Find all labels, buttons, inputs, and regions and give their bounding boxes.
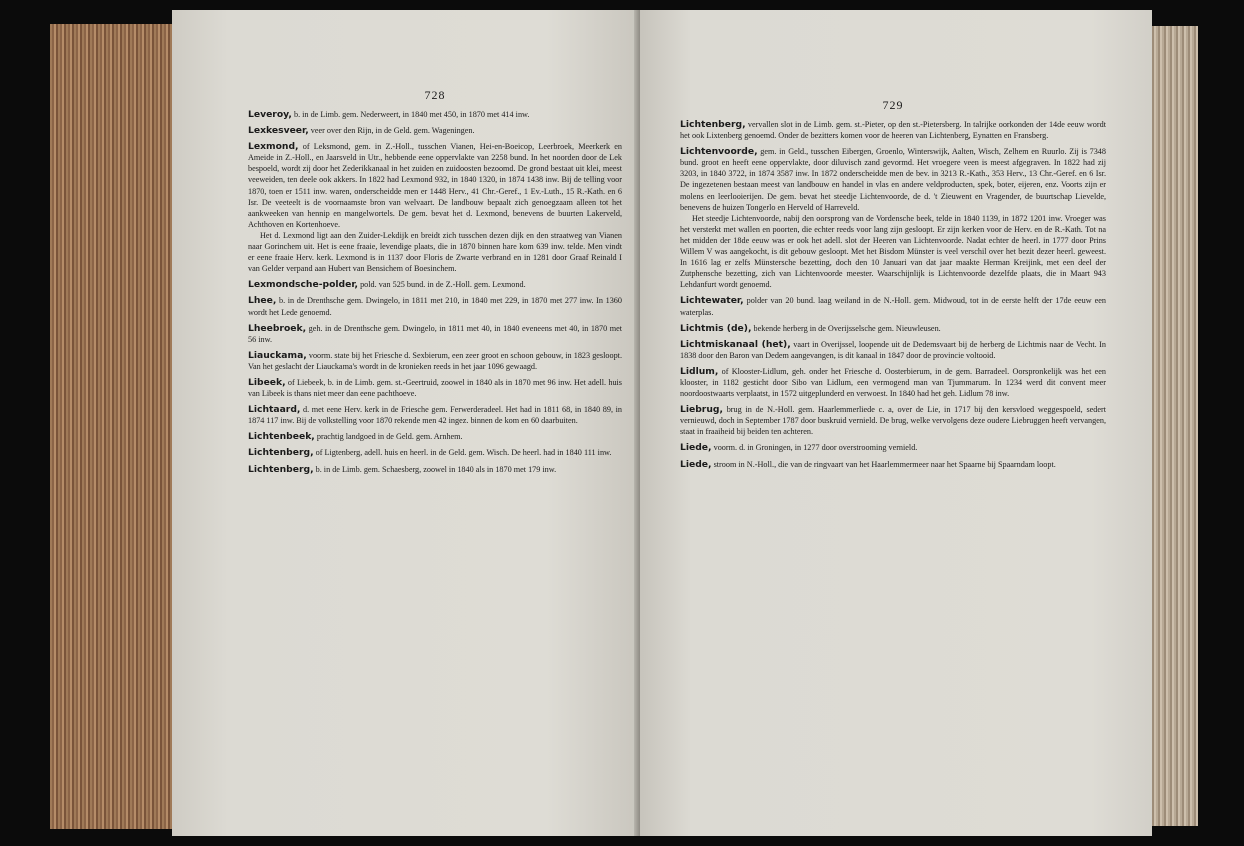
entry-term: Liebrug,	[680, 404, 723, 416]
entry-text: bekende herberg in de Overijsselsche gem. Nieuwleusen.	[751, 323, 941, 333]
dictionary-entry	[248, 295, 622, 317]
dictionary-entry	[248, 404, 622, 426]
entry-paragraph: Het d. Lexmond ligt aan den Zuider-Lekdijk en breidt zich tusschen dezen dijk en den straatweg van Vianen naar Gorinchem uit. Het is eene fraaie, levendige plaats, die in 1870 binnen hare kom 639 inw. telde. Men vindt er eene fraaie Herv. kerk. Lexmond is in 1137 door Floris de Zwarte verbrand en in 1281 door Graaf Reinald I van Gelder verpand aan Hubert van Bensichem of Boesinchem.	[248, 230, 622, 274]
dictionary-entry	[680, 323, 1106, 334]
entry-term: Lexmondsche-polder,	[248, 279, 359, 291]
book-edge-left	[50, 24, 180, 829]
entry-text: of Ligtenberg, adell. huis en heerl. in de Geld. gem. Wisch. De heerl. had in 1840 111 inw.	[313, 448, 612, 458]
entry-text: stroom in N.-Holl., die van de ringvaart van het Haarlemmermeer naar het Spaarne bij Spaarndam loopt.	[711, 459, 1056, 469]
entry-text: voorm. state bij het Friesche d. Sexbierum, een zeer groot en schoon gebouw, in 1823 gesloopt. Van het geslacht der Liauckama's wordt in de kronieken reeds in het jaar 1096 gewaagd.	[248, 350, 622, 371]
dictionary-entry	[248, 109, 622, 120]
entry-text: d. met eene Herv. kerk in de Friesche gem. Ferwerderadeel. Het had in 1811 68, in 1840 89, in 1874 117 inw. Bij de volkstelling voor 1870 rekende men 42 ingez. binnen de kom en 60 daarbuiten.	[248, 405, 622, 426]
entry-text: b. in de Limb. gem. Schaesberg, zoowel in 1840 als in 1870 met 179 inw.	[313, 464, 557, 474]
entry-term: Lheebroek,	[248, 322, 307, 334]
entry-text: voorm. d. in Groningen, in 1277 door overstrooming vernield.	[711, 443, 918, 453]
right-entries	[680, 119, 1106, 470]
dictionary-entry	[248, 447, 622, 458]
dictionary-entry	[248, 464, 622, 475]
entry-term: Liede,	[680, 442, 712, 454]
entry-text: pold. van 525 bund. in de Z.-Holl. gem. Lexmond.	[358, 280, 526, 290]
entry-term: Lhee,	[248, 295, 277, 307]
entry-term: Liede,	[680, 458, 712, 470]
dictionary-entry	[680, 295, 1106, 317]
dictionary-entry	[248, 377, 622, 399]
entry-text: geh. in de Drenthsche gem. Dwingelo, in 1811 met 40, in 1840 eveneens met 40, in 1870 met 56 inw.	[248, 323, 622, 344]
dictionary-entry	[680, 146, 1106, 290]
entry-paragraph: Het steedje Lichtenvoorde, nabij den oorsprong van de Vordensche beek, telde in 1840 1139, in 1872 1201 inw. Vroeger was het versterkt met wallen en poorten, die echter reeds voor lang zijn gesloopt. Er zijn kerken voor de Herv. en de R.-Kath. Tot na het midden der 18de eeuw was er ook het adell. slot der Heeren van Lichtenvoorde. Nadat echter de heerl. in 1777 door Prins Willem V was aangekocht, is dit gebouw gesloopt. Met het Bisdom Münster is veel verschil over het bezit dezer heerl. geweest. In 1616 lag er zelfs Münstersche bezetting, doch den 10 Januari van dat jaar maakte Herman Kreijink, met een deel der Zutphensche bezetting, zich van Lichtenvoorde meester. Waarschijnlijk is Lichtenvoorde dezelfde plaats, die in Maart 943 Lehdanfurt wordt genoemd.	[680, 213, 1106, 290]
entry-text: brug in de N.-Holl. gem. Haarlemmerliede c. a, over de Lie, in 1717 bij den kersvloed weggespoeld, sedert vernieuwd, doch in September 1787 door buskruid vernield. De brug, welke vervolgens deze oudere Liebruggen heeft vervangen, staat in fraaiheid bij beiden ten achteren.	[680, 405, 1106, 437]
entry-term: Lichtenberg,	[680, 119, 746, 130]
entry-term: Libeek,	[248, 376, 286, 388]
dictionary-entry	[248, 350, 622, 372]
entry-term: Lichtmis (de),	[680, 322, 752, 334]
dictionary-entry	[680, 459, 1106, 470]
entry-text: prachtig landgoed in de Geld. gem. Arnhem.	[314, 432, 463, 442]
dictionary-entry	[248, 279, 622, 290]
dictionary-entry	[248, 141, 622, 274]
entry-term: Lexmond,	[248, 141, 299, 153]
entry-term: Lichtenvoorde,	[680, 146, 758, 158]
entry-text: of Liebeek, b. in de Limb. gem. st.-Geertruid, zoowel in 1840 als in 1870 met 96 inw. Het adell. huis van Libeek is thans niet meer dan eene pachthoeve.	[248, 377, 622, 399]
entry-text: b. in de Limb. gem. Nederweert, in 1840 met 450, in 1870 met 414 inw.	[291, 110, 530, 119]
entry-text: of Leksmond, gem. in Z.-Holl., tusschen Vianen, Hei-en-Boeicop, Leerbroek, Meerkerk en Ameide in Z.-Holl., en Jaarsveld in Utr., hebbende eene oppervlakte van 2258 bund. In het noorden door de Lek bespoeld, wordt zij door het Zederikkanaal in het zuiden en zuidoosten bezoomd. De grond bestaat uit klei, meest veeweiden, ten deele ook akkers. In 1822 had Lexmond 932, in 1840 1320, in 1874 1438 inw. Bij de telling voor 1870, toen er 1511 inw. waren, onderscheidde men er 1448 Herv., 41 Chr.-Geref., 1 Ev.-Luth., 15 R.-Kath. en 6 Isr. De veeteelt is de voornaamste bron van welvaart. De landbouw bepaalt zich genoegzaam alleen tot het aankweeken van hennip en mangelwortels. De gem. bevat het d. Lexmond, benevens de buurten Lakerveld, Achthoven en Kortenhoeve.	[248, 142, 622, 229]
entry-term: Liauckama,	[248, 349, 307, 361]
entry-term: Leveroy,	[248, 109, 292, 120]
dictionary-entry	[680, 119, 1106, 141]
dictionary-entry	[680, 339, 1106, 361]
entry-text: polder van 20 bund. laag weiland in de N.-Holl. gem. Midwoud, tot in de eerste helft der 17de eeuw een waterplas.	[680, 296, 1106, 317]
entry-term: Lichtaard,	[248, 404, 301, 416]
entry-text: vaart in Overijssel, loopende uit de Dedemsvaart bij de herberg de Lichtmis naar de Vecht. In 1838 door den Baron van Dedem aangevangen, is dit kanaal in 1847 door de provincie voltooid.	[680, 339, 1106, 360]
entry-term: Lichtenberg,	[248, 447, 314, 459]
dictionary-entry	[680, 404, 1106, 437]
left-page	[172, 10, 640, 836]
page-number-right: 729	[882, 98, 904, 112]
book-edge-right	[1150, 26, 1198, 826]
entry-term: Lichtewater,	[680, 295, 744, 307]
entry-term: Lichtmiskanaal (het),	[680, 338, 791, 350]
book-spread	[50, 10, 1200, 836]
entry-text: veer over den Rijn, in de Geld. gem. Wageningen.	[308, 126, 475, 136]
left-entries	[248, 109, 622, 475]
dictionary-entry	[248, 125, 622, 136]
dictionary-entry	[248, 431, 622, 442]
entry-term: Lichtenberg,	[248, 463, 314, 475]
entry-text: gem. in Geld., tusschen Eibergen, Groenlo, Winterswijk, Aalten, Wisch, Zelhem en Ruurlo. Zij is 7348 bund. groot en heeft eene oppervlakte, door diluvisch zand gevormd. Het vroegere veen is meest afgegraven. In 1822 had zij 3203, in 1840 3722, in 1874 3587 inw. In 1872 onderscheidde men de bev. in 3213 R.-Kath., 353 Herv., 13 Chr.-Geref. en 6 Isr. De ingezetenen bestaan meest van landbouw en handel in vlas en andere veldproducten, spek, boter, eijeren, enz. Voorts zijn er molens en leerlooierijen. De gem. bevat het steedje Lichtenvoorde, de d. 't Zieuwent en Vragender, de buurtschap Lievelde, benevens de huizen Tongerlo en Herveld of Harreveld.	[680, 147, 1106, 212]
entry-text: of Klooster-Lidlum, geh. onder het Friesche d. Oosterbierum, in de gem. Barradeel. Oorspronkelijk was het een klooster, in 1182 gesticht door Sibo van Lidlum, een vermogend man van Tjummarum. In 1234 werd dit convent meer noordoostwaarts verplaatst, in 1572 uitgeplunderd en verwoest. In 1840 had het geh. Lidlum 78 inw.	[680, 366, 1106, 399]
dictionary-entry	[680, 442, 1106, 453]
entry-text: b. in de Drenthsche gem. Dwingelo, in 1811 met 210, in 1840 met 229, in 1870 met 277 inw. In 1360 wordt het Lede genoemd.	[248, 296, 622, 317]
entry-term: Lexkesveer,	[248, 125, 309, 137]
dictionary-entry	[248, 323, 622, 345]
page-number-left: 728	[424, 88, 446, 102]
right-page	[640, 10, 1152, 836]
entry-term: Lichtenbeek,	[248, 431, 315, 443]
entry-text: vervallen slot in de Limb. gem. st.-Pieter, op den st.-Pietersberg. In talrijke oorkonden der 14de eeuw wordt het ook Lixtenberg genoemd. Onder de bezitters komen voor de heeren van Lichtenberg, Eynatten en Fransberg.	[680, 120, 1106, 141]
entry-term: Lidlum,	[680, 365, 719, 377]
dictionary-entry	[680, 366, 1106, 399]
